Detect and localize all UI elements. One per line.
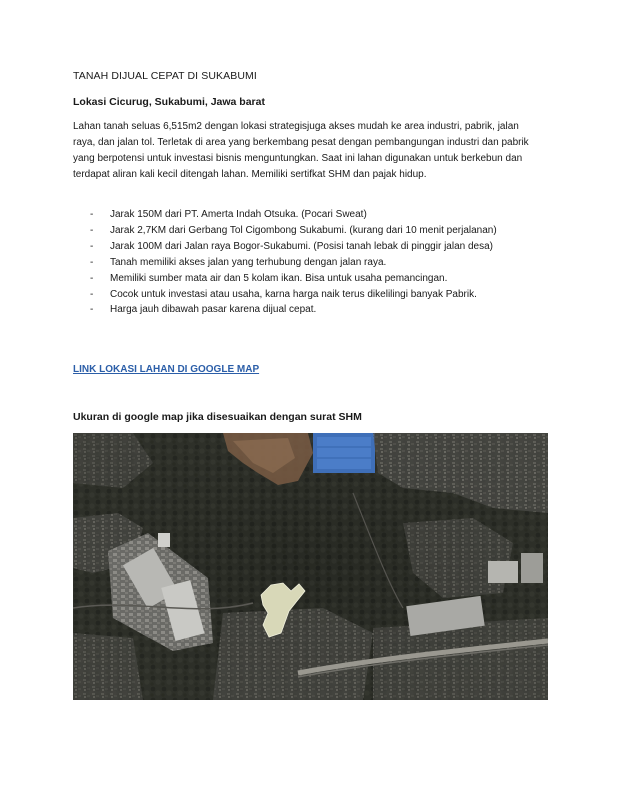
feature-list — [73, 207, 543, 318]
map-caption: Ukuran di google map jika disesuaikan dengan surat SHM — [73, 411, 362, 423]
google-map-link[interactable]: LINK LOKASI LAHAN DI GOOGLE MAP — [73, 364, 260, 375]
bullet-dash: - — [90, 224, 94, 236]
bullet-dash: - — [90, 272, 94, 284]
feature-text: Harga jauh dibawah pasar karena dijual cepat. — [110, 304, 317, 316]
location-heading: Lokasi Cicurug, Sukabumi, Jawa barat — [73, 96, 265, 108]
bullet-dash: - — [90, 209, 94, 220]
description-line: terdapat aliran kali kecil ditengah lahan. Memiliki sertifkat SHM dan pajak hidup. — [73, 169, 427, 180]
list-item — [73, 223, 543, 239]
page-title: TANAH DIJUAL CEPAT DI SUKABUMI — [73, 70, 257, 82]
feature-text: Tanah memiliki akses jalan yang terhubung dengan jalan raya. — [110, 256, 387, 268]
bullet-dash: - — [90, 256, 94, 268]
list-item — [73, 239, 543, 255]
description-line: yang berpotensi untuk investasi bisnis menguntungkan. Saat ini lahan digunakan untuk berkebun dan — [73, 153, 523, 164]
bullet-dash: - — [90, 240, 94, 252]
feature-text: Cocok untuk investasi atau usaha, karna harga naik terus dikelilingi banyak Pabrik. — [110, 288, 477, 300]
description-line: Lahan tanah seluas 6,515m2 dengan lokasi strategisjuga akses mudah ke area industri, pabrik, jalan — [73, 121, 519, 132]
feature-text: Jarak 100M dari Jalan raya Bogor-Sukabumi. (Posisi tanah lebak di pinggir jalan desa) — [110, 240, 493, 252]
list-item — [73, 287, 543, 303]
bullet-dash: - — [90, 288, 94, 300]
list-item — [73, 207, 543, 223]
bullet-dash: - — [90, 304, 94, 316]
description-line: raya, dan jalan tol. Terletak di area yang berkembang pesat dengan pembangungan industri dan pabrik — [73, 137, 529, 148]
feature-text: Jarak 150M dari PT. Amerta Indah Otsuka. (Pocari Sweat) — [110, 209, 367, 220]
list-item — [73, 302, 543, 318]
feature-text: Jarak 2,7KM dari Gerbang Tol Cigombong Sukabumi. (kurang dari 10 menit perjalanan) — [110, 224, 497, 236]
list-item — [73, 271, 543, 287]
description-paragraph — [73, 119, 551, 183]
satellite-map-svg — [73, 433, 548, 700]
list-item — [73, 255, 543, 271]
feature-text: Memiliki sumber mata air dan 5 kolam ikan. Bisa untuk usaha pemancingan. — [110, 272, 448, 284]
satellite-map-image — [73, 433, 548, 700]
